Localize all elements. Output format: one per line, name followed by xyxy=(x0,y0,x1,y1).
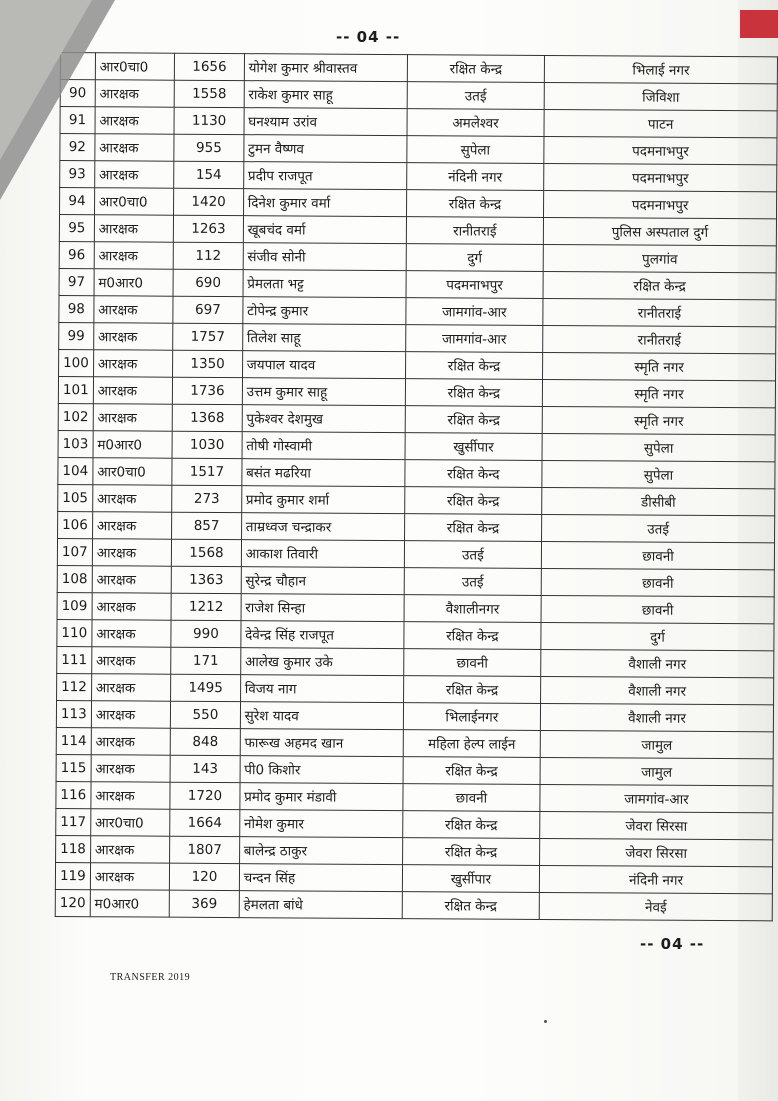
rank-cell: आरक्षक xyxy=(91,782,171,809)
employee-name-cell: घनश्याम उरांव xyxy=(244,108,407,136)
new-posting-cell: पुलगांव xyxy=(543,244,776,272)
employee-name-cell: उत्तम कुमार साहू xyxy=(242,378,405,406)
new-posting-cell: पुलिस अस्पताल दुर्ग xyxy=(543,217,776,245)
current-posting-cell: रक्षित केन्द्र xyxy=(403,757,541,785)
serial-number-cell: 90 xyxy=(60,80,95,107)
rank-cell: आरक्षक xyxy=(94,215,174,242)
rank-cell: आरक्षक xyxy=(92,593,172,620)
employee-name-cell: टुमन वैष्णव xyxy=(244,135,407,163)
current-posting-cell: पदमनाभपुर xyxy=(406,271,544,299)
employee-name-cell: जयपाल यादव xyxy=(242,351,405,379)
serial-number-cell: 92 xyxy=(60,134,95,161)
current-posting-cell: उतई xyxy=(404,568,542,596)
rank-cell: म0आर0 xyxy=(90,890,170,917)
new-posting-cell: वैशाली नगर xyxy=(540,703,773,731)
badge-number-cell: 1420 xyxy=(174,188,243,215)
new-posting-cell: पदमनाभपुर xyxy=(544,190,777,218)
current-posting-cell: रक्षित केन्द्र xyxy=(404,622,542,650)
rank-cell: आर0चा0 xyxy=(94,188,174,215)
serial-number-cell: 115 xyxy=(56,754,91,781)
folded-corner-shade xyxy=(0,0,92,160)
badge-number-cell: 1568 xyxy=(172,539,241,566)
rank-cell: आरक्षक xyxy=(92,539,172,566)
rank-cell: आरक्षक xyxy=(93,323,173,350)
badge-number-cell: 112 xyxy=(174,242,243,269)
rank-cell: आरक्षक xyxy=(95,80,175,107)
employee-name-cell: आलेख कुमार उके xyxy=(240,648,403,676)
current-posting-cell: छावनी xyxy=(403,649,541,677)
serial-number-cell: 94 xyxy=(60,188,95,215)
rank-cell: आर0चा0 xyxy=(90,809,170,836)
new-posting-cell: जिविशा xyxy=(544,82,777,110)
rank-cell: आरक्षक xyxy=(93,404,173,431)
new-posting-cell: स्मृति नगर xyxy=(543,352,776,380)
badge-number-cell: 990 xyxy=(171,620,240,647)
current-posting-cell: महिला हेल्प लाईन xyxy=(403,730,541,758)
serial-number-cell: 108 xyxy=(57,565,92,592)
new-posting-cell: पाटन xyxy=(544,109,777,137)
current-posting-cell: रक्षित केन्द्र xyxy=(407,55,545,83)
employee-name-cell: आकाश तिवारी xyxy=(241,540,404,568)
employee-name-cell: बसंत मढरिया xyxy=(242,459,405,487)
badge-number-cell: 1030 xyxy=(172,431,241,458)
rank-cell: आरक्षक xyxy=(95,134,175,161)
current-posting-cell: रक्षित केन्द्र xyxy=(405,352,543,380)
transfer-table xyxy=(55,52,778,921)
footer-label: TRANSFER 2019 xyxy=(110,972,191,983)
badge-number-cell: 1130 xyxy=(174,107,243,134)
current-posting-cell: उतई xyxy=(407,82,545,110)
new-posting-cell: जेवरा सिरसा xyxy=(540,811,773,839)
rank-cell: आरक्षक xyxy=(90,836,170,863)
rank-cell: आरक्षक xyxy=(92,566,172,593)
rank-cell: आरक्षक xyxy=(95,107,175,134)
rank-cell: आरक्षक xyxy=(94,242,174,269)
new-posting-cell: पदमनाभपुर xyxy=(544,163,777,191)
rank-cell: आरक्षक xyxy=(92,512,172,539)
serial-number-cell: 113 xyxy=(56,700,91,727)
badge-number-cell: 1263 xyxy=(174,215,243,242)
current-posting-cell: जामगांव-आर xyxy=(405,325,543,353)
serial-number-cell: 119 xyxy=(55,862,90,889)
badge-number-cell: 1350 xyxy=(173,350,242,377)
serial-number-cell: 117 xyxy=(56,808,91,835)
rank-cell: आरक्षक xyxy=(93,350,173,377)
badge-number-cell: 1664 xyxy=(170,809,239,836)
new-posting-cell: वैशाली नगर xyxy=(541,649,774,677)
new-posting-cell: स्मृति नगर xyxy=(542,406,775,434)
rank-cell: आरक्षक xyxy=(94,296,174,323)
rank-cell: आर0चा0 xyxy=(95,53,175,80)
rank-cell: आरक्षक xyxy=(92,485,172,512)
employee-name-cell: राकेश कुमार साहू xyxy=(244,81,407,109)
current-posting-cell: छावनी xyxy=(403,784,541,812)
serial-number-cell: 95 xyxy=(59,215,94,242)
badge-number-cell: 1736 xyxy=(173,377,242,404)
badge-number-cell: 955 xyxy=(174,134,243,161)
rank-cell: आरक्षक xyxy=(91,647,171,674)
employee-name-cell: प्रमोद कुमार मंडावी xyxy=(240,783,403,811)
serial-number-cell: 120 xyxy=(55,889,90,916)
current-posting-cell: भिलाईनगर xyxy=(403,703,541,731)
current-posting-cell: दुर्ग xyxy=(406,244,544,272)
new-posting-cell: जामगांव-आर xyxy=(540,784,773,812)
serial-number-cell: 93 xyxy=(60,161,95,188)
badge-number-cell: 1368 xyxy=(173,404,242,431)
current-posting-cell: अमलेश्वर xyxy=(407,109,545,137)
page-number-bottom: -- 04 -- xyxy=(640,935,705,953)
serial-number-cell: 109 xyxy=(57,592,92,619)
current-posting-cell: रक्षित केन्द्र xyxy=(405,379,543,407)
badge-number-cell: 1363 xyxy=(172,566,241,593)
current-posting-cell: रक्षित केन्द्र xyxy=(402,838,540,866)
current-posting-cell: रक्षित केन्द्र xyxy=(404,487,542,515)
new-posting-cell: छावनी xyxy=(541,568,774,596)
serial-number-cell: 99 xyxy=(59,322,94,349)
rank-cell: आर0चा0 xyxy=(93,458,173,485)
rank-cell: आरक्षक xyxy=(92,620,172,647)
rank-cell: आरक्षक xyxy=(90,863,170,890)
employee-name-cell: फारूख अहमद खान xyxy=(240,729,403,757)
employee-name-cell: तिलेश साहू xyxy=(242,324,405,352)
serial-number-cell: 97 xyxy=(59,268,94,295)
table-row xyxy=(55,889,772,920)
current-posting-cell: खुर्सीपार xyxy=(402,865,540,893)
current-posting-cell: वैशालीनगर xyxy=(404,595,542,623)
new-posting-cell: सुपेला xyxy=(542,460,775,488)
serial-number-cell: 112 xyxy=(57,673,92,700)
serial-number-cell: 110 xyxy=(57,619,92,646)
employee-name-cell: ताम्रध्वज चन्द्राकर xyxy=(241,513,404,541)
serial-number-cell: 114 xyxy=(56,727,91,754)
new-posting-cell: स्मृति नगर xyxy=(542,379,775,407)
current-posting-cell: नंदिनी नगर xyxy=(406,163,544,191)
current-posting-cell: रक्षित केन्द्र xyxy=(406,190,544,218)
badge-number-cell: 143 xyxy=(170,755,239,782)
serial-number-cell: 118 xyxy=(56,835,91,862)
badge-number-cell: 1517 xyxy=(172,458,241,485)
serial-number-cell: 96 xyxy=(59,241,94,268)
current-posting-cell: उतई xyxy=(404,541,542,569)
current-posting-cell: रक्षित केन्द्र xyxy=(405,406,543,434)
employee-name-cell: पी0 किशोर xyxy=(240,756,403,784)
paper-speck xyxy=(544,1020,547,1023)
serial-number-cell: 102 xyxy=(58,403,93,430)
badge-number-cell: 857 xyxy=(172,512,241,539)
current-posting-cell: जामगांव-आर xyxy=(406,298,544,326)
employee-name-cell: देवेन्द्र सिंह राजपूत xyxy=(241,621,404,649)
current-posting-cell: रक्षित केन्द्र xyxy=(403,676,541,704)
badge-number-cell: 550 xyxy=(171,701,240,728)
employee-name-cell: हेमलता बांधे xyxy=(239,891,402,919)
new-posting-cell: जामुल xyxy=(540,730,773,758)
rank-cell: आरक्षक xyxy=(91,674,171,701)
badge-number-cell: 697 xyxy=(173,296,242,323)
serial-number-cell: 104 xyxy=(58,457,93,484)
red-folder-corner xyxy=(740,10,778,38)
serial-number-cell: 111 xyxy=(57,646,92,673)
badge-number-cell: 1656 xyxy=(175,53,244,80)
serial-number-cell: 103 xyxy=(58,430,93,457)
rank-cell: म0आर0 xyxy=(94,269,174,296)
page-number-top: -- 04 -- xyxy=(336,28,401,46)
serial-number-cell: 98 xyxy=(59,295,94,322)
serial-number-cell: 91 xyxy=(60,107,95,134)
new-posting-cell: सुपेला xyxy=(542,433,775,461)
badge-number-cell: 1495 xyxy=(171,674,240,701)
new-posting-cell: जामुल xyxy=(540,757,773,785)
rank-cell: म0आर0 xyxy=(93,431,173,458)
serial-number-cell: 105 xyxy=(58,484,93,511)
employee-name-cell: पुकेश्वर देशमुख xyxy=(242,405,405,433)
current-posting-cell: रक्षित केन्द xyxy=(405,460,543,488)
new-posting-cell: डीसीबी xyxy=(542,487,775,515)
new-posting-cell: वैशाली नगर xyxy=(541,676,774,704)
serial-number-cell: 101 xyxy=(58,376,93,403)
badge-number-cell: 154 xyxy=(174,161,243,188)
new-posting-cell: नंदिनी नगर xyxy=(540,865,773,893)
current-posting-cell: रक्षित केन्द्र xyxy=(404,514,542,542)
badge-number-cell: 1757 xyxy=(173,323,242,350)
employee-name-cell: विजय नाग xyxy=(240,675,403,703)
new-posting-cell: उतई xyxy=(542,514,775,542)
badge-number-cell: 120 xyxy=(170,863,239,890)
badge-number-cell: 1720 xyxy=(170,782,239,809)
serial-number-cell: 106 xyxy=(58,511,93,538)
employee-name-cell: नोमेश कुमार xyxy=(239,810,402,838)
employee-name-cell: प्रमोद कुमार शर्मा xyxy=(241,486,404,514)
employee-name-cell: टोपेन्द्र कुमार xyxy=(243,297,406,325)
badge-number-cell: 171 xyxy=(171,647,240,674)
employee-name-cell: बालेन्द्र ठाकुर xyxy=(239,837,402,865)
current-posting-cell: रानीतराई xyxy=(406,217,544,245)
rank-cell: आरक्षक xyxy=(94,161,174,188)
serial-number-cell: 116 xyxy=(56,781,91,808)
badge-number-cell: 369 xyxy=(170,890,239,917)
new-posting-cell: छावनी xyxy=(541,541,774,569)
current-posting-cell: सुपेला xyxy=(407,136,545,164)
badge-number-cell: 690 xyxy=(173,269,242,296)
new-posting-cell: पदमनाभपुर xyxy=(544,136,777,164)
badge-number-cell: 1558 xyxy=(175,80,244,107)
employee-name-cell: प्रदीप राजपूत xyxy=(243,162,406,190)
employee-name-cell: सुरेन्द्र चौहान xyxy=(241,567,404,595)
employee-name-cell: चन्दन सिंह xyxy=(239,864,402,892)
employee-name-cell: राजेश सिन्हा xyxy=(241,594,404,622)
new-posting-cell: रानीतराई xyxy=(543,325,776,353)
badge-number-cell: 1807 xyxy=(170,836,239,863)
new-posting-cell: दुर्ग xyxy=(541,622,774,650)
current-posting-cell: खुर्सीपार xyxy=(405,433,543,461)
current-posting-cell: रक्षित केन्द्र xyxy=(402,811,540,839)
new-posting-cell: रानीतराई xyxy=(543,298,776,326)
employee-name-cell: खूबचंद वर्मा xyxy=(243,216,406,244)
employee-name-cell: योगेश कुमार श्रीवास्तव xyxy=(244,54,407,82)
serial-number-cell: 107 xyxy=(57,538,92,565)
employee-name-cell: सुरेश यादव xyxy=(240,702,403,730)
rank-cell: आरक्षक xyxy=(91,701,171,728)
badge-number-cell: 1212 xyxy=(171,593,240,620)
new-posting-cell: भिलाई नगर xyxy=(544,55,777,83)
new-posting-cell: जेवरा सिरसा xyxy=(540,838,773,866)
badge-number-cell: 848 xyxy=(171,728,240,755)
new-posting-cell: रक्षित केन्द्र xyxy=(543,271,776,299)
new-posting-cell: नेवई xyxy=(539,892,772,920)
new-posting-cell: छावनी xyxy=(541,595,774,623)
rank-cell: आरक्षक xyxy=(91,755,171,782)
rank-cell: आरक्षक xyxy=(91,728,171,755)
current-posting-cell: रक्षित केन्द्र xyxy=(402,892,540,920)
employee-name-cell: प्रेमलता भट्ट xyxy=(243,270,406,298)
employee-name-cell: दिनेश कुमार वर्मा xyxy=(243,189,406,217)
badge-number-cell: 273 xyxy=(172,485,241,512)
transfer-table-body xyxy=(55,53,777,921)
employee-name-cell: संजीव सोनी xyxy=(243,243,406,271)
employee-name-cell: तोषी गोस्वामी xyxy=(242,432,405,460)
serial-number-cell: 100 xyxy=(59,349,94,376)
rank-cell: आरक्षक xyxy=(93,377,173,404)
